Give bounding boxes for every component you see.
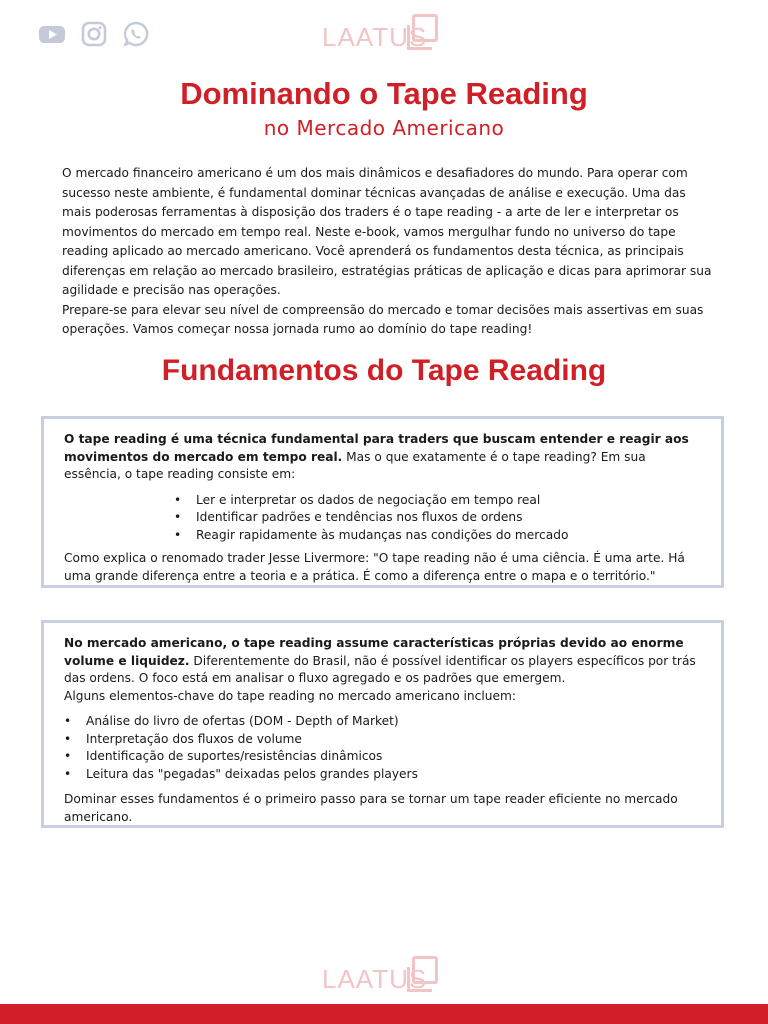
box1-list — [174, 492, 703, 545]
box1-lead-rest: Mas o que exatamente é o tape reading? Em sua essência, o tape reading consiste em: — [64, 449, 646, 481]
us-market-box — [41, 620, 724, 828]
fundamentals-box — [41, 416, 724, 588]
section-title: Fundamentos do Tape Reading — [161, 354, 607, 387]
box2-list — [64, 713, 703, 783]
whatsapp-icon[interactable] — [122, 20, 150, 48]
box2-lead — [64, 635, 703, 688]
list-item: • Leitura das "pegadas" deixadas pelos grandes players — [64, 766, 703, 784]
laatus-logo — [322, 12, 446, 54]
box1-quote: Como explica o renomado trader Jesse Livermore: "O tape reading não é uma ciência. É uma arte. Há uma grande diferença entre a teoria e a prática. É como a diferença entre o mapa e o território." — [64, 551, 685, 583]
intro-paragraph-1: O mercado financeiro americano é um dos mais dinâmicos e desafiadores do mundo. Para operar com sucesso neste ambiente, é fundamental dominar técnicas avançadas de análise e execução. Uma das mais poderosas ferramentas à disposição dos traders é o tape reading - a arte de ler e interpretar os movimentos do mercado em tempo real. Neste e-book, vamos mergulhar fundo no universo do tape reading aplicado ao mercado americano. Você aprenderá os fundamentos desta técnica, as principais diferenças em relação ao mercado brasileiro, estratégias práticas de aplicação e dicas para aprimorar sua agilidade e precisão nas operações. — [62, 166, 712, 297]
list-item: • Análise do livro de ofertas (DOM - Depth of Market) — [64, 713, 703, 731]
intro-text — [62, 164, 712, 340]
footer-bar — [0, 1004, 768, 1024]
logo-mark — [412, 14, 438, 42]
box2-lead-bold: No mercado americano, o tape reading assume características próprias devido ao enorme volume e liquidez. — [64, 636, 684, 668]
list-item: • Ler e interpretar os dados de negociação em tempo real — [174, 492, 703, 510]
logo-text: LAATUS — [322, 22, 428, 52]
list-item: • Reagir rapidamente às mudanças nas condições do mercado — [174, 527, 703, 545]
logo-text-footer: LAATUS — [322, 964, 428, 994]
laatus-logo-footer — [322, 954, 446, 996]
instagram-icon[interactable] — [80, 20, 108, 48]
box2-lead-rest: Diferentemente do Brasil, não é possível identificar os players específicos por trás das ordens. O foco está em analisar o fluxo agregado e os padrões que emergem. — [64, 653, 696, 685]
box2-closing: Dominar esses fundamentos é o primeiro passo para se tornar um tape reader eficiente no mercado americano. — [64, 792, 678, 824]
box2-list-intro: Alguns elementos-chave do tape reading no mercado americano incluem: — [64, 688, 516, 703]
list-item: • Identificação de suportes/resistências dinâmicos — [64, 748, 703, 766]
page-title: Dominando o Tape Reading — [180, 76, 588, 111]
page-subtitle: no Mercado Americano — [263, 116, 505, 140]
box1-lead — [64, 431, 703, 484]
box1-lead-bold: O tape reading é uma técnica fundamental para traders que buscam entender e reagir aos movimentos do mercado em tempo real. — [64, 432, 689, 464]
list-item: • Interpretação dos fluxos de volume — [64, 731, 703, 749]
logo-mark-footer — [412, 956, 438, 984]
list-item: • Identificar padrões e tendências nos fluxos de ordens — [174, 509, 703, 527]
social-links — [38, 20, 150, 48]
youtube-icon[interactable] — [38, 20, 66, 48]
intro-paragraph-2: Prepare-se para elevar seu nível de compreensão do mercado e tomar decisões mais assertivas em suas operações. Vamos começar nossa jornada rumo ao domínio do tape reading! — [62, 302, 704, 336]
